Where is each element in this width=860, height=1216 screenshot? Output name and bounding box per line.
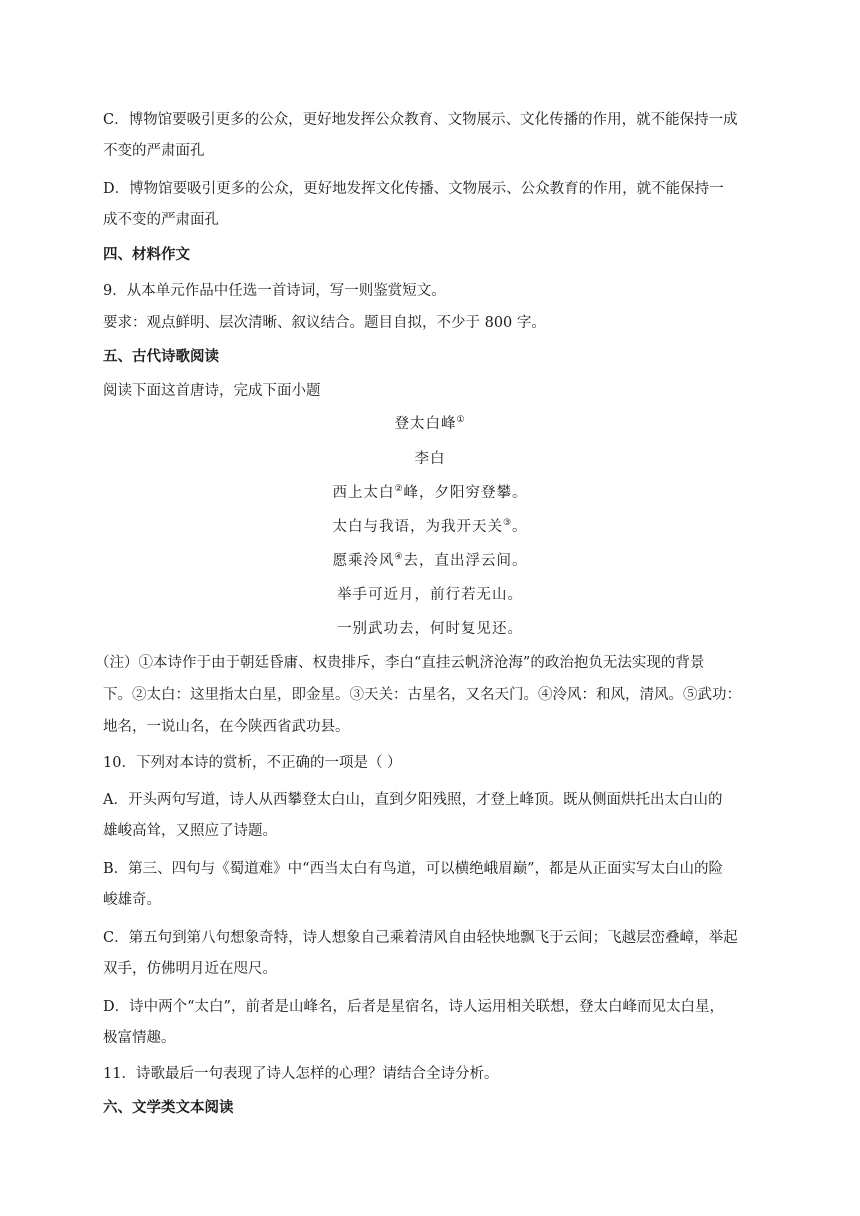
poem-line-4: 举手可近月，前行若无山。 — [337, 587, 523, 603]
poem-line-1 — [103, 483, 757, 503]
poem-line-2a: 太白与我语，为我开天关 — [332, 519, 503, 535]
poem-line-2 — [103, 517, 757, 537]
poem-line-1b: 峰，夕阳穷登攀。 — [403, 485, 528, 501]
q8-option-c-line2: 不变的严肃面孔 — [103, 143, 205, 159]
footnote-marker-1: ① — [456, 415, 466, 425]
section-6-heading: 六、文学类文本阅读 — [103, 1100, 234, 1116]
q10-option-b-line2: 峻雄奇。 — [103, 892, 161, 908]
footnote-marker-3: ③ — [502, 518, 513, 528]
q10-option-d-line2: 极富情趣。 — [103, 1030, 176, 1046]
poem-author: 李白 — [414, 451, 446, 467]
footnote-marker-4: ④ — [394, 552, 404, 562]
q10-option-c-line1: C．第五句到第八句想象奇特，诗人想象自己乘着清风自由轻快地飘飞于云间；飞越层峦叠嶂，举起 — [103, 930, 738, 946]
q10-option-a-line1: A．开头两句写道，诗人从西攀登太白山，直到夕阳残照，才登上峰顶。既从侧面烘托出太白山的 — [103, 792, 723, 808]
poem-notes-line1: （注）①本诗作于由于朝廷昏庸、权贵排斥，李白“直挂云帆济沧海”的政治抱负无法实现的背景 — [95, 655, 705, 671]
footnote-marker-2: ② — [394, 484, 404, 494]
q10-option-a-line2: 雄峻高耸，又照应了诗题。 — [103, 823, 277, 839]
poem-intro: 阅读下面这首唐诗，完成下面小题 — [103, 383, 321, 399]
poem-line-3a: 愿乘泠风 — [332, 553, 395, 569]
question-10-stem: 10．下列对本诗的赏析，不正确的一项是（ ） — [103, 755, 402, 771]
q10-option-b-line1: B．第三、四句与《蜀道难》中“西当太白有鸟道，可以横绝峨眉巅”，都是从正面实写太白山的险 — [103, 861, 723, 877]
q8-option-c-line1: C．博物馆要吸引更多的公众，更好地发挥公众教育、文物展示、文化传播的作用，就不能保持一成 — [103, 112, 738, 128]
poem-line-1a: 西上太白 — [332, 485, 395, 501]
q10-option-c-line2: 双手，仿佛明月近在咫尺。 — [103, 961, 277, 977]
poem-title-text: 登太白峰 — [394, 416, 457, 432]
poem-line-3 — [103, 551, 757, 571]
poem-title — [103, 414, 757, 434]
poem-notes-line3: 地名，一说山名，在今陕西省武功县。 — [103, 719, 350, 735]
question-11: 11．诗歌最后一句表现了诗人怎样的心理？请结合全诗分析。 — [103, 1066, 499, 1082]
poem-line-3b: 去，直出浮云间。 — [403, 553, 528, 569]
question-9: 9．从本单元作品中任选一首诗词，写一则鉴赏短文。 — [103, 283, 446, 299]
poem-line-2b: 。 — [512, 519, 528, 535]
section-4-heading: 四、材料作文 — [103, 247, 190, 263]
question-9-requirement: 要求：观点鲜明、层次清晰、叙议结合。题目自拟，不少于 800 字。 — [103, 315, 546, 331]
poem-line-5: 一别武功去，何时复见还。 — [337, 621, 523, 637]
q8-option-d-line2: 成不变的严肃面孔 — [103, 212, 219, 228]
q8-option-d-line1: D．博物馆要吸引更多的公众，更好地发挥文化传播、文物展示、公众教育的作用，就不能保持一 — [103, 181, 724, 197]
section-5-heading: 五、古代诗歌阅读 — [103, 349, 219, 365]
poem-notes-line2: 下。②太白：这里指太白星，即金星。③天关：古星名，又名天门。④泠风：和风，清风。⑤武功： — [103, 687, 741, 703]
q10-option-d-line1: D．诗中两个“太白”，前者是山峰名，后者是星宿名，诗人运用相关联想，登太白峰而见太白星， — [103, 999, 724, 1015]
